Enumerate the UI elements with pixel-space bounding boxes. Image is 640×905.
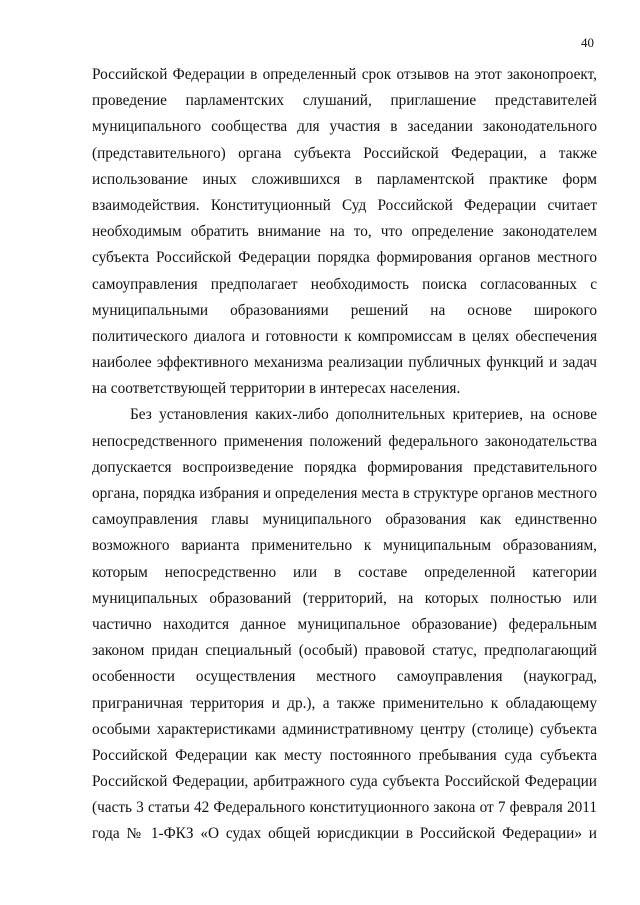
page-number: 40 [581, 35, 594, 50]
text-line: муниципального сообщества для участия в заседании законодательного [92, 118, 597, 136]
text-line: политического диалога и готовности к компромиссам в целях обеспечения [92, 327, 597, 345]
text-line: муниципальных образований (территорий, на которых полностью или [92, 589, 597, 607]
text-line: (часть 3 статьи 42 Федерального конституционного закона от 7 февраля 2011 [92, 799, 597, 817]
text-line: приграничная территория и др.), а также применительно к обладающему [92, 694, 597, 712]
text-line: взаимодействия. Конституционный Суд Российской Федерации считает [92, 196, 597, 214]
text-line: допускается воспроизведение порядка формирования представительного [92, 458, 597, 476]
text-line: проведение парламентских слушаний, приглашение представителей [92, 92, 597, 110]
text-line: необходимым обратить внимание на то, что определение законодателем [92, 223, 597, 241]
text-line: непосредственного применения положений федерального законодательства [92, 432, 597, 450]
text-line: муниципальными образованиями решений на основе широкого [92, 301, 597, 319]
text-line: самоуправления предполагает необходимость поиска согласованных с [92, 275, 597, 293]
text-line: наиболее эффективного механизма реализации публичных функций и задач [92, 354, 597, 372]
text-line: (представительного) органа субъекта Российской Федерации, а также [92, 144, 597, 162]
text-line: использование иных сложившихся в парламентской практике форм [92, 170, 597, 188]
document-body [92, 62, 597, 848]
text-line: законом придан специальный (особый) правовой статус, предполагающий [92, 642, 597, 660]
text-line: года № 1-ФКЗ «О судах общей юрисдикции в Российской Федерации» и [92, 825, 597, 843]
text-line: на соответствующей территории в интересах населения. [92, 380, 461, 398]
text-line: Российской Федерации как месту постоянного пребывания суда субъекта [92, 746, 597, 764]
text-line: Российской Федерации в определенный срок отзывов на этот законопроект, [92, 66, 597, 83]
text-line: субъекта Российской Федерации порядка формирования органов местного [92, 249, 597, 267]
text-line: органа, порядка избрания и определения места в структуре органов местного [92, 485, 597, 502]
text-line: частично находится данное муниципальное образование) федеральным [92, 615, 597, 633]
text-line: особенности осуществления местного самоуправления (наукоград, [92, 668, 597, 686]
text-line: которым непосредственно или в составе определенной категории [92, 563, 597, 581]
text-line: самоуправления главы муниципального образования как единственно [92, 511, 597, 529]
text-line: Без установления каких-либо дополнительных критериев, на основе [130, 406, 597, 424]
text-line: особыми характеристиками административному центру (столице) субъекта [92, 720, 597, 738]
text-line: Российской Федерации, арбитражного суда субъекта Российской Федерации [92, 773, 597, 791]
text-line: возможного варианта применительно к муниципальным образованиям, [92, 537, 597, 555]
